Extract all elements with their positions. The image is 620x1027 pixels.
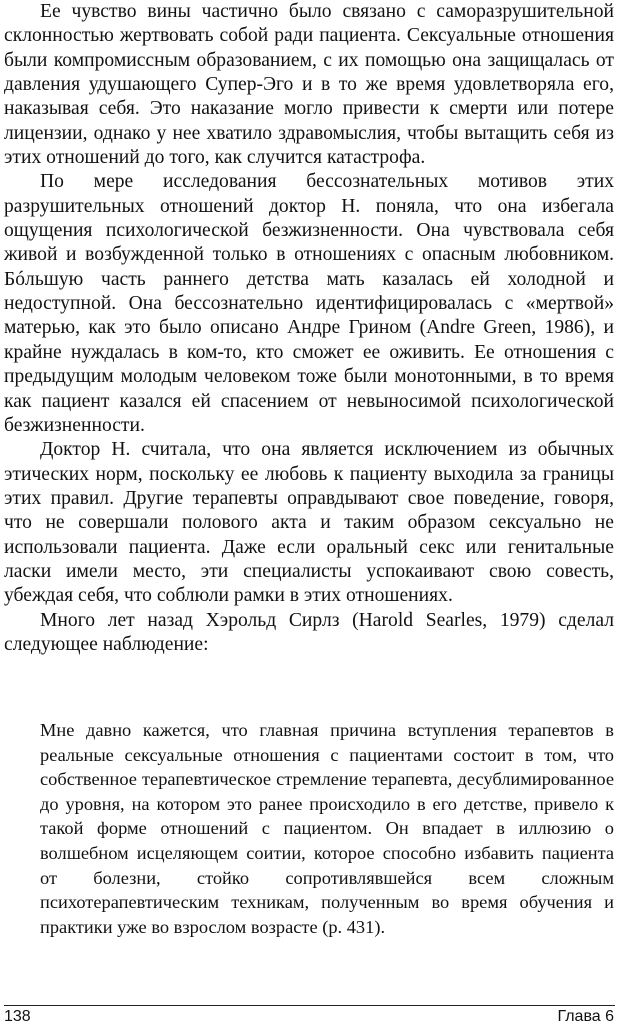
chapter-running-head: Глава 6 [557,1008,614,1025]
paragraph-2: По мере исследования бессознательных мотивов этих разрушительных отношений доктор Н. поняла, что она избегала ощущения психологической безжизненности. Она чувствовала себя живой и возбужденной только в отношениях с опасным любовником. Бóльшую часть раннего детства мать казалась ей холодной и недоступной. Она бессознательно идентифицировалась с «мертвой» матерью, как это было описано Андре Грином (Andre Green, 1986), и крайне нуждалась в ком-то, кто сможет ее оживить. Ее отношения с предыдущим молодым человеком тоже были монотонными, в то время как пациент казался ей спасением от невыносимой психологической безжизненности. [4,171,614,436]
paragraph-3: Доктор Н. считала, что она является исключением из обычных этических норм, поскольку ее любовь к пациенту выходила за границы этих правил. Другие терапевты оправдывают свое поведение, говоря, что не совершали полового акта и таким образом сексуально не использовали пациента. Даже если оральный секс или генитальные ласки имели место, эти специалисты успокаивают свою совесть, убеждая себя, что соблюли рамки в этих отношениях. [4,439,614,607]
paragraph-1: Ее чувство вины частично было связано с саморазрушительной склонностью жертвовать собой ради пациента. Сексуальные отношения были компромиссным образованием, с их помощью она защищалась от давления удушающего Супер-Эго и в то же время удовлетворяла его, наказывая себя. Это наказание могло привести к смерти или потере лицензии, однако у нее хватило здравомыслия, чтобы вытащить себя из этих отношений до того, как случится катастрофа. [4,1,614,169]
quote-text: Мне давно кажется, что главная причина вступления терапевтов в реальные сексуальные отношения с пациентами состоит в том, что собственное терапевтическое стремление терапевта, десублимированное до уровня, на котором это ранее происходило в его детстве, привело к такой форме отношений с пациентом. Он впадает в иллюзию о волшебном исцеляющем соитии, которое способно избавить пациента от болезни, стойко сопротивлявшейся всем сложным психотерапевтическим техникам, полученным во время обучения и практики уже во взрослом возрасте (p. 431). [40,720,614,937]
paragraph-4: Много лет назад Хэрольд Сирлз (Harold Searles, 1979) сделал следующее наблюдение: [4,609,614,655]
page-number: 138 [4,1008,31,1025]
footer-rule [4,1005,615,1006]
block-quote [40,718,614,939]
main-text [4,0,614,657]
